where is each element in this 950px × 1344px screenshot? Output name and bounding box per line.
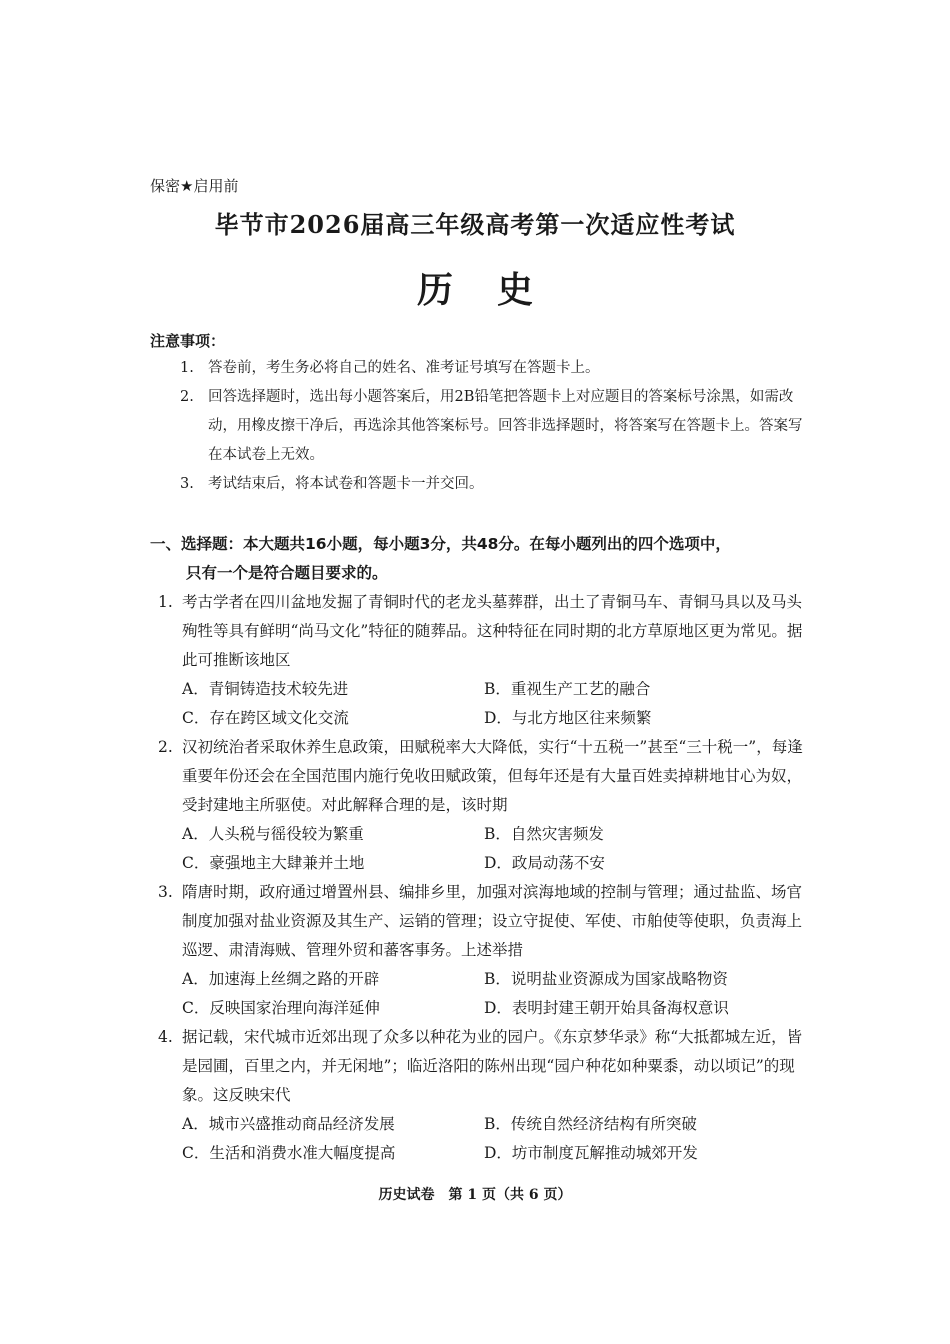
section-heading [150, 530, 810, 588]
question-stem: 考古学者在四川盆地发掘了青铜时代的老龙头墓葬群，出土了青铜马车、青铜马具以及马头殉牲等具有鲜明“尚马文化”特征的随葬品。这种特征在同时期的北方草原地区更为常见。据此可推断该地区 [182, 593, 803, 669]
option-a: A．加速海上丝绸之路的开辟 [182, 970, 380, 988]
option-d: D．与北方地区往来频繁 [484, 709, 652, 727]
option-b: B．重视生产工艺的融合 [484, 680, 651, 698]
option-d: D．坊市制度瓦解推动城郊开发 [484, 1144, 698, 1162]
note-text: 考试结束后，将本试卷和答题卡一并交回。 [208, 476, 484, 492]
option-c: C．反映国家治理向海洋延伸 [182, 999, 380, 1017]
subject-title [0, 262, 950, 313]
option-c: C．豪强地主大肆兼并土地 [182, 854, 365, 872]
option-c: C．存在跨区域文化交流 [182, 709, 349, 727]
note-item [180, 383, 805, 470]
question-number: 1. [158, 593, 173, 611]
exam-title: 毕节市2026届高三年级高考第一次适应性考试 [214, 210, 736, 239]
question-stem: 隋唐时期，政府通过增置州县、编排乡里，加强对滨海地域的控制与管理；通过盐监、场官制度加强对盐业资源及其生产、运销的管理；设立守捉使、军使、市舶使等使职，负责海上巡逻、肃清海贼、管理外贸和蕃客事务。上述举措 [182, 883, 803, 959]
question-stem: 据记载，宋代城市近郊出现了众多以种花为业的园户。《东京梦华录》称“大抵都城左近，皆是园圃，百里之内，并无闲地”；临近洛阳的陈州出现“园户种花如种粟黍，动以顷记”的现象。这反映宋代 [182, 1028, 803, 1104]
question-list [158, 588, 808, 1168]
note-item [180, 354, 805, 383]
note-number: 3. [180, 476, 194, 492]
note-text: 回答选择题时，选出每小题答案后，用2B铅笔把答题卡上对应题目的答案标号涂黑，如需改动，用橡皮擦干净后，再选涂其他答案标号。回答非选择题时，将答案写在答题卡上。答案写在本试卷上无效。 [208, 389, 803, 463]
option-d: D．政局动荡不安 [484, 854, 605, 872]
note-number: 2. [180, 389, 194, 405]
option-a: A．青铜铸造技术较先进 [182, 680, 349, 698]
option-b: B．说明盐业资源成为国家战略物资 [484, 970, 728, 988]
question [158, 878, 808, 1023]
option-b: B．自然灾害频发 [484, 825, 604, 843]
section-heading-line2: 只有一个是符合题目要求的。 [186, 564, 388, 582]
note-item [180, 470, 805, 499]
question-stem-row [158, 878, 808, 965]
subject-char-1: 历 [416, 269, 453, 311]
option-d: D．表明封建王朝开始具备海权意识 [484, 999, 729, 1017]
option-a: A．人头税与徭役较为繁重 [182, 825, 364, 843]
option-c: C．生活和消费水准大幅度提高 [182, 1144, 396, 1162]
question-number: 2. [158, 738, 173, 756]
section-heading-line1: 一、选择题：本大题共16小题，每小题3分，共48分。在每小题列出的四个选项中， [150, 535, 731, 553]
confidential-label: 保密★启用前 [150, 177, 239, 195]
note-text: 答卷前，考生务必将自己的姓名、准考证号填写在答题卡上。 [208, 360, 600, 376]
subject-char-2: 史 [497, 269, 534, 311]
page-footer: 历史试卷 第 1 页（共 6 页） [378, 1187, 572, 1203]
option-b: B．传统自然经济结构有所突破 [484, 1115, 697, 1133]
options [158, 965, 808, 1023]
question-stem: 汉初统治者采取休养生息政策，田赋税率大大降低，实行“十五税一”甚至“三十税一”，每逢重要年份还会在全国范围内施行免收田赋政策，但每年还是有大量百姓卖掉耕地甘心为奴，受封建地主所驱使。对此解释合理的是，该时期 [182, 738, 803, 814]
question [158, 1023, 808, 1168]
question-stem-row [158, 1023, 808, 1110]
option-a: A．城市兴盛推动商品经济发展 [182, 1115, 395, 1133]
question-number: 3. [158, 883, 173, 901]
question [158, 588, 808, 733]
notes-heading: 注意事项： [150, 332, 226, 350]
question [158, 733, 808, 878]
question-stem-row [158, 733, 808, 820]
notes-list [180, 354, 805, 499]
options [158, 675, 808, 733]
question-stem-row [158, 588, 808, 675]
question-number: 4. [158, 1028, 173, 1046]
options [158, 820, 808, 878]
note-number: 1. [180, 360, 194, 376]
options [158, 1110, 808, 1168]
